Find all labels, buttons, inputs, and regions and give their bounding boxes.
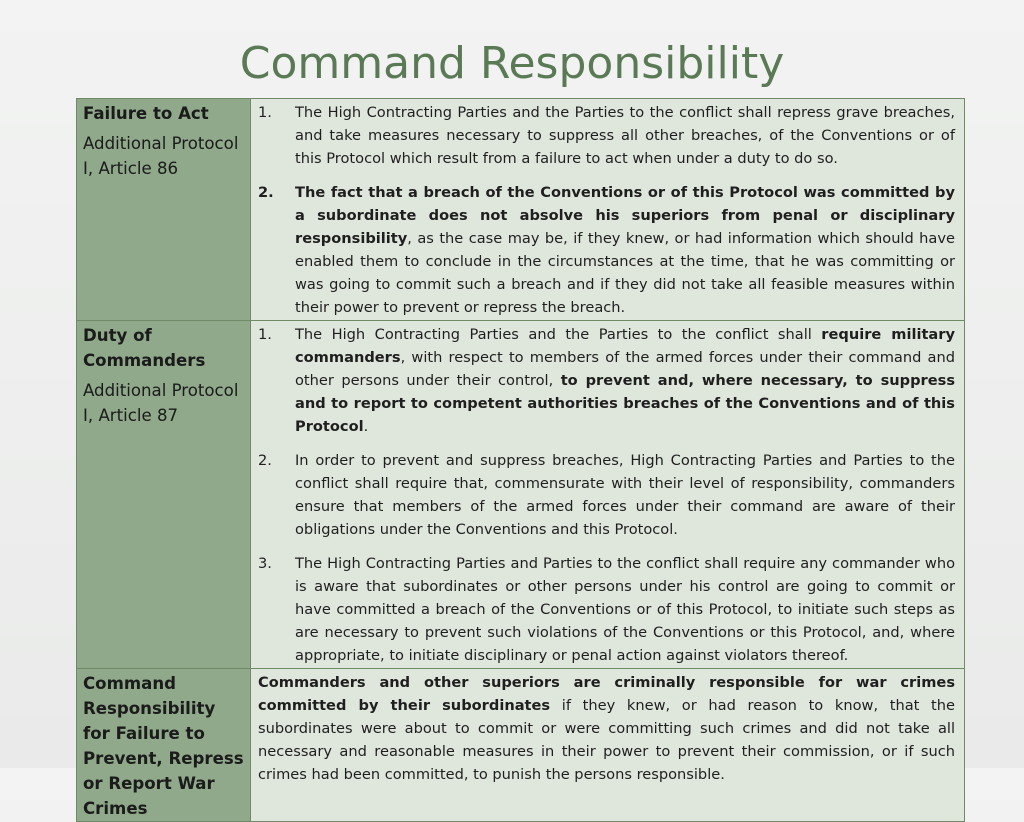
- item-number: 2.: [258, 452, 272, 469]
- row-heading: Failure to Act: [83, 104, 209, 123]
- item-text: , as the case may be, if they knew, or had information which should have enabled them to conclude in the circumstances at the time, that he was committing or was going to commit such a breach and if they did not take all feasible measures within their power to prevent or repress the breach.: [295, 230, 955, 316]
- table-row: [77, 669, 965, 822]
- item-number: 1.: [258, 104, 272, 121]
- list-item: [252, 181, 955, 319]
- row-content-cell: [251, 321, 965, 669]
- item-text: The High Contracting Parties and the Parties to the conflict shall: [295, 326, 822, 343]
- row-content-cell: [251, 99, 965, 321]
- row-source: Additional Protocol I, Article 87: [83, 381, 239, 425]
- item-text-bold: The fact that a breach of the Conventions or of this Protocol was committed by a subordinate does not absolve his superiors from penal or disciplinary responsibility: [295, 184, 955, 247]
- row-paragraph: [252, 670, 963, 786]
- responsibility-table: [76, 98, 965, 822]
- row-label-cell: [77, 99, 251, 321]
- row-label-cell: [77, 669, 251, 822]
- list-item: [252, 552, 955, 667]
- row-source: Additional Protocol I, Article 86: [83, 134, 239, 178]
- paragraph-text-bold: Commanders and other superiors are criminally responsible for war crimes committed by their subordinates: [258, 674, 955, 714]
- item-number: 2.: [258, 184, 274, 201]
- row-content-cell: [251, 669, 965, 822]
- item-text-bold: to prevent and, where necessary, to suppress and to report to competent authorities breaches of the Conventions and of this Protocol: [295, 372, 956, 435]
- item-text: , with respect to members of the armed forces under their command and other persons under their control,: [295, 349, 955, 389]
- row-heading: Command Responsibility for Failure to Prevent, Repress or Report War Crimes: [83, 674, 244, 818]
- page-title: Command Responsibility: [239, 38, 785, 89]
- article-list: [252, 101, 955, 319]
- item-text: The High Contracting Parties and Parties to the conflict shall require any commander who is aware that subordinates or other persons under his control are going to commit or have committed a breach of the Conventions or of this Protocol, to initiate such steps as are necessary to prevent such violations of the Conventions or this Protocol, and, where appropriate, to initiate disciplinary or penal action against violators thereof.: [295, 555, 955, 664]
- table-row: [77, 99, 965, 321]
- article-list: [252, 323, 955, 667]
- item-text: .: [363, 418, 369, 435]
- table-row: [77, 321, 965, 669]
- list-item: [252, 323, 955, 438]
- list-item: [252, 101, 955, 170]
- row-label-cell: [77, 321, 251, 669]
- item-text: In order to prevent and suppress breaches, High Contracting Parties and Parties to the conflict shall require that, commensurate with their level of responsibility, commanders ensure that members of the armed forces under their command are aware of their obligations under the Conventions and this Protocol.: [295, 452, 955, 538]
- item-text: The High Contracting Parties and the Parties to the conflict shall repress grave breaches, and take measures necessary to suppress all other breaches, of the Conventions or of this Protocol which result from a failure to act when under a duty to do so.: [295, 104, 955, 167]
- item-number: 3.: [258, 555, 272, 572]
- paragraph-text: if they knew, or had reason to know, that the subordinates were about to commit or were committing such crimes and did not take all necessary and reasonable measures in their power to prevent their commission, or if such crimes had been committed, to punish the persons responsible.: [258, 697, 955, 783]
- list-item: [252, 449, 955, 541]
- item-number: 1.: [258, 326, 272, 343]
- item-text-bold: require military commanders: [295, 326, 955, 366]
- row-heading: Duty of Commanders: [83, 326, 206, 370]
